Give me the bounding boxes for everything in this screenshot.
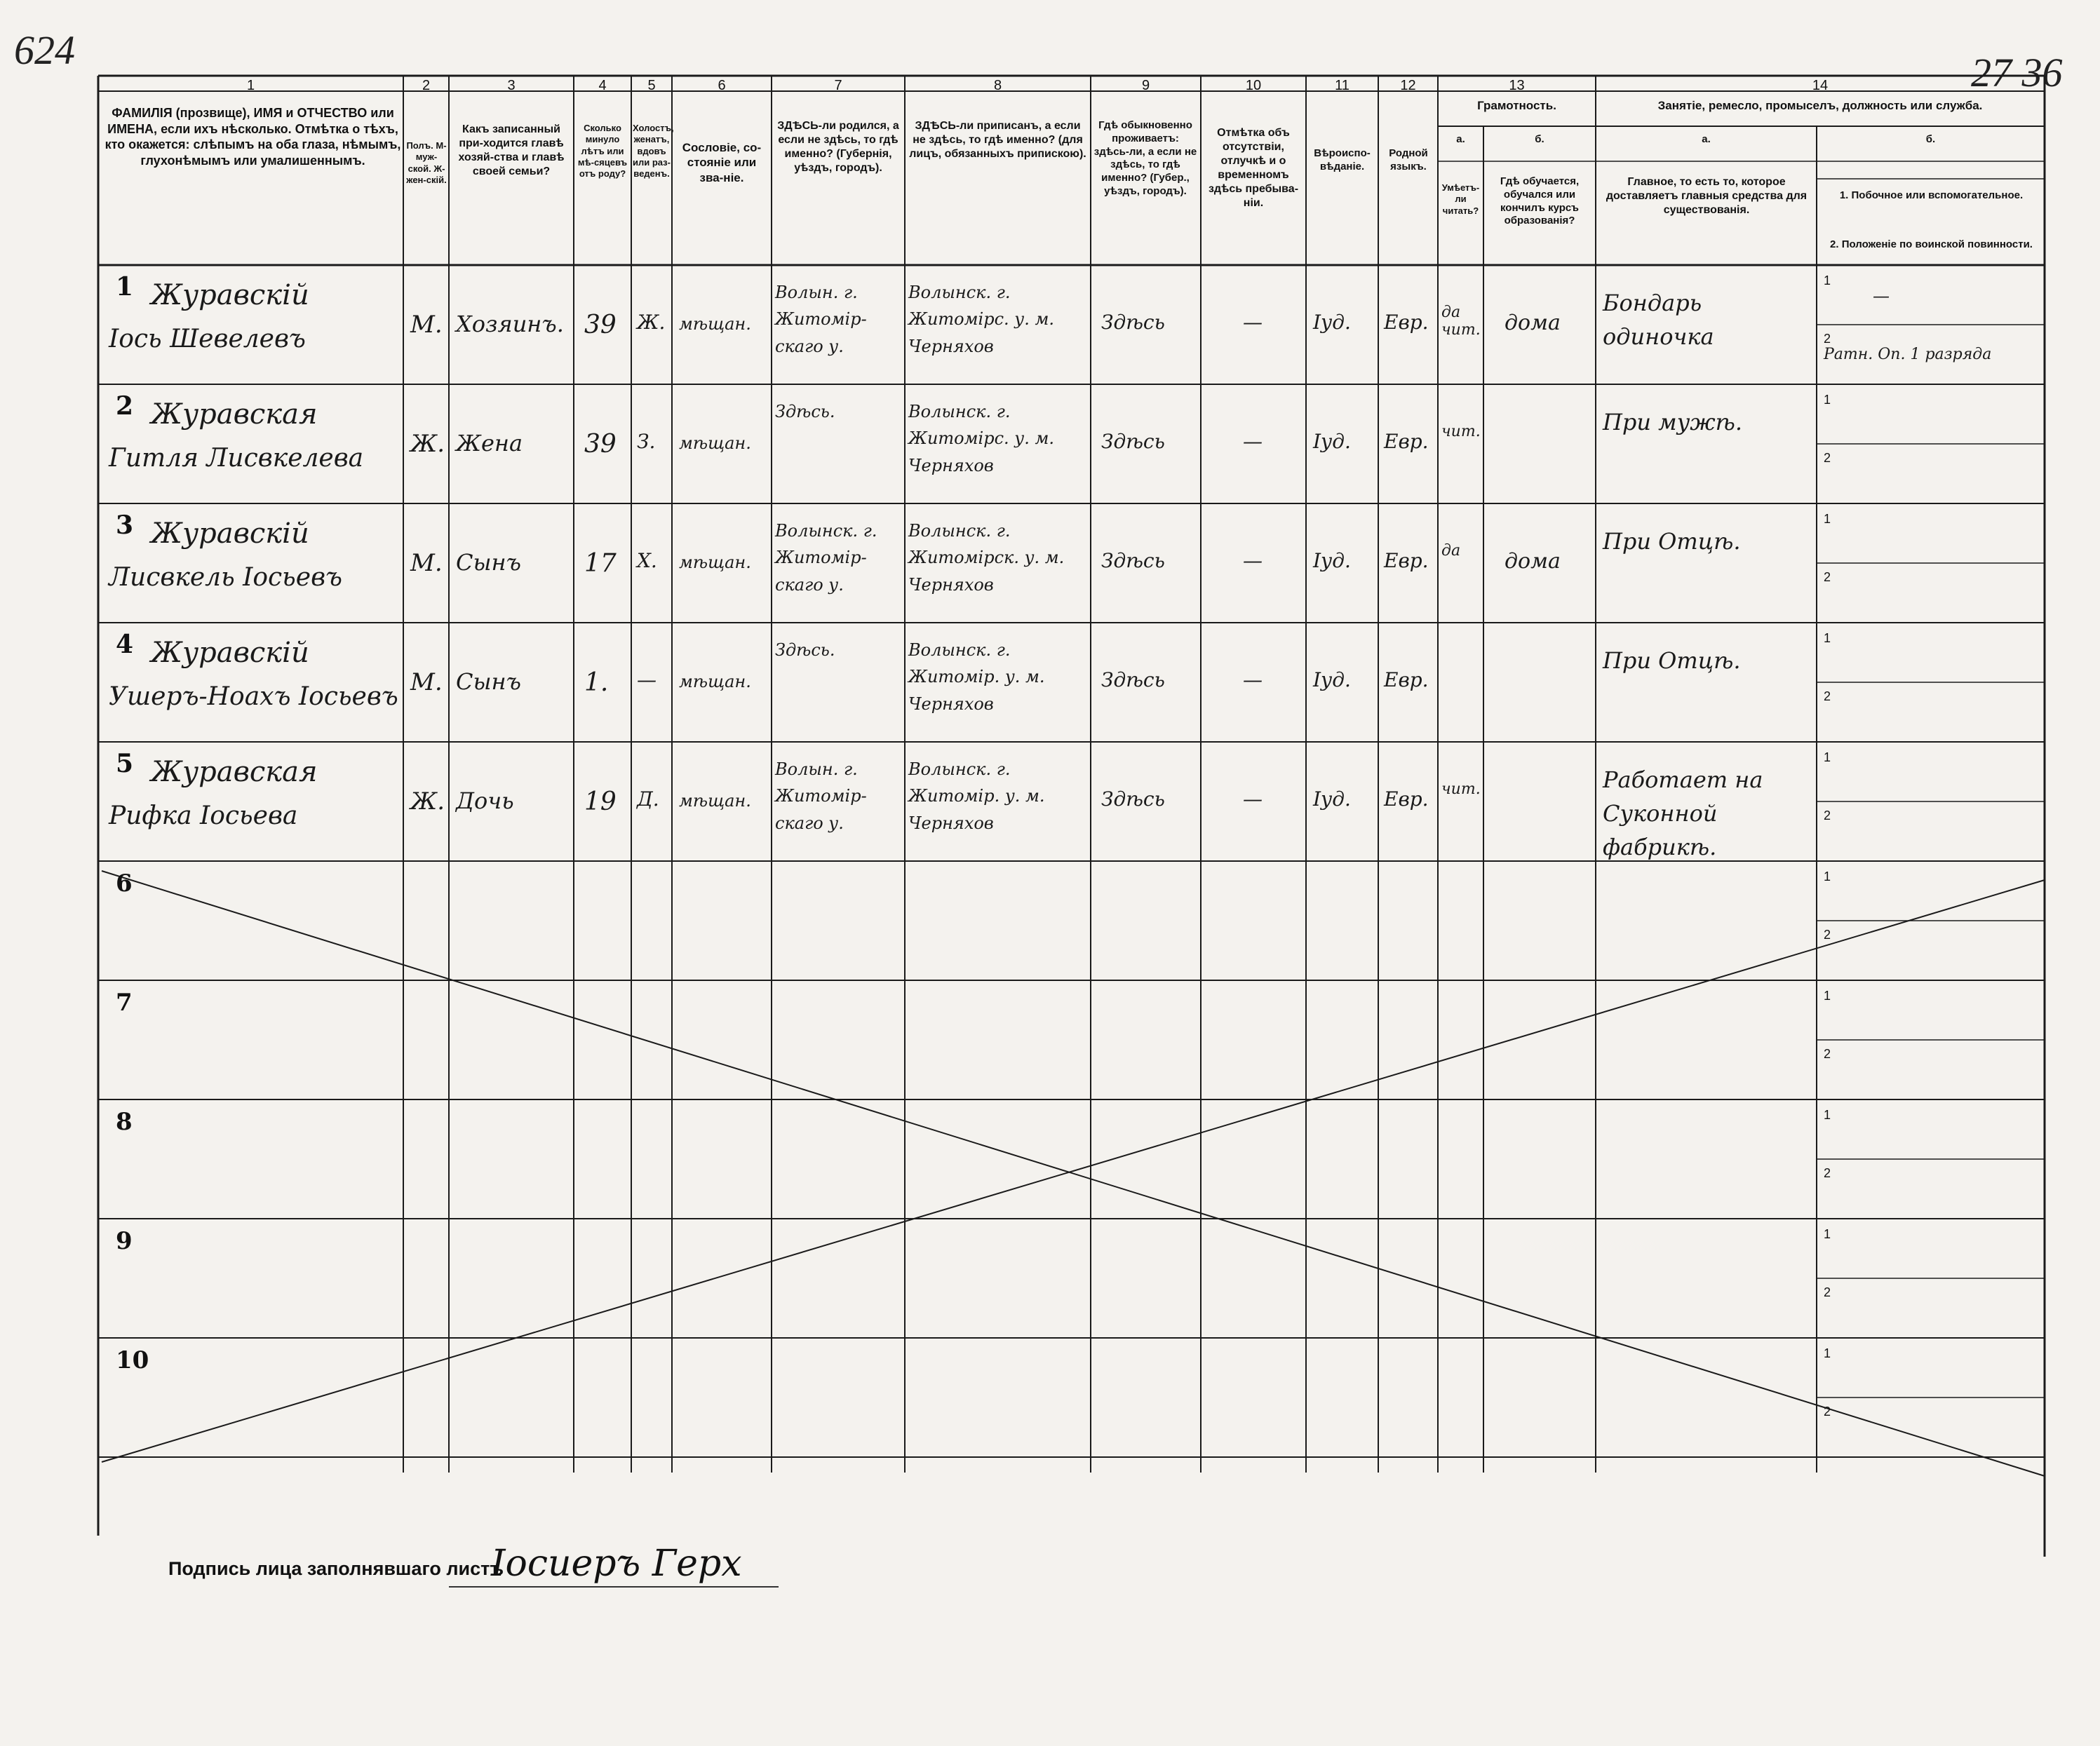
header-c14b_2: 2. Положеніе по воинской повинности. — [1830, 238, 2033, 250]
grid-line — [102, 871, 2045, 1476]
folio-number-left: 624 — [14, 27, 75, 73]
estate-value: мѣщан. — [679, 314, 751, 334]
header-c2: Полъ. М-муж-ской. Ж-жен-скій. — [406, 140, 447, 185]
header-c12: Родной языкъ. — [1389, 147, 1428, 172]
signature-line — [449, 1586, 779, 1588]
absence-value: — — [1243, 668, 1263, 691]
age-value: 39 — [584, 430, 617, 459]
residence-value: Здѣсь — [1101, 787, 1165, 811]
column-number: 5 — [647, 78, 656, 93]
subrow-label-1: 1 — [1824, 869, 1831, 884]
subrow-label-1: 1 — [1824, 512, 1831, 526]
military-status-value: Ратн. Оп. 1 разряда — [1824, 346, 1992, 363]
religion-value: Іуд. — [1313, 311, 1351, 334]
religion-value: Іуд. — [1313, 430, 1351, 453]
subrow-label-1: 1 — [1824, 393, 1831, 407]
sex-value: М. — [410, 549, 443, 577]
subrow-label-1: 1 — [1824, 750, 1831, 764]
person-surname: Журавскій — [151, 279, 309, 311]
row-number: 8 — [116, 1108, 133, 1136]
column-number: 3 — [507, 78, 516, 93]
occupation-value: При Отцѣ. — [1603, 647, 1741, 674]
subrow-label-1: 1 — [1824, 1346, 1831, 1360]
subrow-label-2: 2 — [1824, 1405, 1831, 1419]
grid-line — [102, 880, 2045, 1462]
person-given-names: Гитля Лисвкелева — [109, 444, 364, 473]
header-c6: Сословіе, со-стояніе или зва-ніе. — [682, 141, 762, 184]
registration-value: Волынск. г. Житомірс. у. м. Черняхов — [908, 402, 1054, 475]
birthplace-value: Здѣсь. — [775, 402, 835, 421]
person-given-names: Ушеръ-Ноахъ Іосьевъ — [109, 682, 398, 711]
header-c14a_text: Главное, то есть то, которое доставляетъ главныя средства для существованія. — [1606, 176, 1808, 216]
literacy-value: да — [1441, 542, 1461, 560]
occupation-value: При Отцѣ. — [1603, 528, 1741, 555]
registration-value: Волынск. г. Житомір. у. м. Черняхов — [908, 759, 1045, 833]
header-c11: Вѣроиспо-вѣданіе. — [1314, 147, 1371, 172]
person-given-names: Іось Шевелевъ — [109, 325, 306, 353]
header-c14b: б. — [1925, 133, 1936, 145]
column-number: 11 — [1335, 78, 1349, 93]
marital-value: Д. — [637, 787, 659, 811]
registration-value: Волынск. г. Житомір. у. м. Черняхов — [908, 640, 1045, 714]
birthplace-value: Волын. г. Житомір- скаго у. — [775, 283, 867, 356]
person-given-names: Лисвкель Іосьевъ — [109, 563, 343, 592]
subrow-label-1: 1 — [1824, 273, 1831, 287]
folio-number-right: 27 36 — [1971, 50, 2063, 95]
side-occupation-value: — — [1873, 286, 1890, 306]
language-value: Евр. — [1384, 311, 1429, 334]
row-number: 3 — [116, 510, 134, 540]
registration-value: Волынск. г. Житомірск. у. м. Черняхов — [908, 521, 1065, 595]
literacy-value: чит. — [1441, 780, 1481, 798]
column-number: 13 — [1509, 78, 1525, 93]
sex-value: М. — [410, 668, 443, 696]
subrow-label-2: 2 — [1824, 570, 1831, 584]
language-value: Евр. — [1384, 668, 1429, 691]
row-number: 5 — [116, 749, 134, 778]
relation-value: Сынъ — [456, 549, 521, 576]
header-c9: Гдѣ обыкновенно проживаетъ: здѣсь-ли, а если не здѣсь, то гдѣ именно? (Губер., уѣздъ, городъ). — [1093, 119, 1197, 197]
marital-value: Х. — [637, 549, 657, 572]
row-number: 6 — [116, 869, 133, 898]
subrow-label-1: 1 — [1824, 1108, 1831, 1122]
subrow-label-2: 2 — [1824, 808, 1831, 823]
language-value: Евр. — [1384, 549, 1429, 572]
estate-value: мѣщан. — [679, 553, 751, 572]
header-c7: ЗДѢСЬ-ли родился, а если не здѣсь, то гдѣ именно? (Губернія, уѣздъ, городъ). — [777, 120, 899, 174]
relation-value: Сынъ — [456, 668, 521, 695]
signature-label: Подпись лица заполнявшаго листъ — [168, 1558, 504, 1579]
age-value: 17 — [584, 549, 617, 578]
column-number: 10 — [1245, 78, 1262, 93]
subrow-label-2: 2 — [1824, 332, 1831, 346]
header-c14a: а. — [1702, 133, 1711, 145]
header-c13a: а. — [1456, 133, 1465, 145]
subrow-label-1: 1 — [1824, 631, 1831, 645]
row-number: 9 — [116, 1227, 133, 1255]
subrow-label-2: 2 — [1824, 1285, 1831, 1299]
absence-value: — — [1243, 430, 1263, 453]
column-number: 12 — [1400, 78, 1416, 93]
estate-value: мѣщан. — [679, 433, 751, 453]
age-value: 19 — [584, 787, 617, 816]
relation-value: Жена — [456, 430, 523, 456]
subrow-label-1: 1 — [1824, 1227, 1831, 1241]
age-value: 1. — [584, 668, 609, 697]
relation-value: Хозяинъ. — [456, 311, 564, 337]
marital-value: — — [637, 668, 657, 691]
column-number: 2 — [422, 78, 431, 93]
subrow-label-2: 2 — [1824, 928, 1831, 942]
birthplace-value: Волын. г. Житомір- скаго у. — [775, 759, 867, 833]
column-number: 14 — [1812, 78, 1829, 93]
row-number: 1 — [116, 272, 134, 302]
header-c10: Отмѣтка объ отсутствіи, отлучкѣ и о временномъ здѣсь пребыва-ніи. — [1208, 127, 1299, 209]
column-number: 1 — [246, 78, 255, 93]
signature-value: Іосиеръ Герх — [491, 1543, 742, 1585]
person-surname: Журавскій — [151, 637, 309, 669]
column-number: 7 — [834, 78, 842, 93]
absence-value: — — [1243, 787, 1263, 811]
relation-value: Дочь — [456, 787, 514, 814]
header-c13b: б. — [1535, 133, 1544, 145]
age-value: 39 — [584, 311, 617, 339]
header-c1: ФАМИЛІЯ (прозвище), ИМЯ и ОТЧЕСТВО или ИМЕНА, если ихъ нѣсколько. Отмѣтка о тѣхъ, кто окажется: слѣпымъ на оба глаза, нѣмымъ, глухонѣмымъ или умалишеннымъ. — [105, 106, 401, 168]
literacy-value: чит. — [1441, 423, 1481, 440]
header-c13a_text: Умѣетъ-ли читать? — [1441, 182, 1480, 216]
marital-value: Ж. — [637, 311, 666, 334]
header-c14: Занятіе, ремесло, промыселъ, должность или служба. — [1657, 99, 1983, 112]
birthplace-value: Волынск. г. Житомір- скаго у. — [775, 521, 877, 595]
header-c13: Грамотность. — [1477, 99, 1556, 112]
subrow-label-1: 1 — [1824, 989, 1831, 1003]
absence-value: — — [1243, 311, 1263, 334]
marital-value: З. — [637, 430, 656, 453]
column-number: 4 — [598, 78, 607, 93]
column-number: 9 — [1141, 78, 1150, 93]
person-given-names: Рифка Іосьева — [109, 801, 298, 830]
header-c13b_text: Гдѣ обучается, обучался или кончилъ курсъ образованія? — [1500, 175, 1580, 227]
education-value: дома — [1505, 311, 1561, 335]
language-value: Евр. — [1384, 430, 1429, 453]
header-c5: Холостъ, женатъ, вдовъ или раз-веденъ. — [633, 123, 674, 179]
absence-value: — — [1243, 549, 1263, 572]
education-value: дома — [1505, 549, 1561, 574]
header-c8: ЗДѢСЬ-ли приписанъ, а если не здѣсь, то гдѣ именно? (для лицъ, обязанныхъ припискою). — [909, 120, 1086, 160]
row-number: 7 — [116, 989, 133, 1017]
birthplace-value: Здѣсь. — [775, 640, 835, 660]
registration-value: Волынск. г. Житомірс. у. м. Черняхов — [908, 283, 1054, 356]
person-surname: Журавская — [151, 398, 318, 431]
sex-value: Ж. — [410, 430, 445, 458]
religion-value: Іуд. — [1313, 668, 1351, 691]
subrow-label-2: 2 — [1824, 1166, 1831, 1180]
subrow-label-2: 2 — [1824, 1047, 1831, 1061]
column-number: 6 — [718, 78, 726, 93]
occupation-value: Работает на Суконной фабрикѣ. — [1603, 766, 1763, 860]
residence-value: Здѣсь — [1101, 430, 1165, 453]
column-number: 8 — [993, 78, 1002, 93]
occupation-value: При мужѣ. — [1603, 409, 1743, 435]
row-number: 2 — [116, 391, 134, 421]
sex-value: Ж. — [410, 787, 445, 816]
person-surname: Журавская — [151, 756, 318, 788]
header-c3: Какъ записанный при-ходится главѣ хозяй-ства и главѣ своей семьи? — [458, 123, 565, 177]
subrow-label-2: 2 — [1824, 689, 1831, 703]
residence-value: Здѣсь — [1101, 549, 1165, 572]
row-number: 4 — [116, 630, 134, 659]
literacy-value: да чит. — [1441, 304, 1481, 339]
language-value: Евр. — [1384, 787, 1429, 811]
religion-value: Іуд. — [1313, 787, 1351, 811]
occupation-value: Бондарь одиночка — [1603, 290, 1714, 350]
subrow-label-2: 2 — [1824, 451, 1831, 465]
residence-value: Здѣсь — [1101, 311, 1165, 334]
header-c14b_1: 1. Побочное или вспомогательное. — [1839, 189, 2024, 201]
religion-value: Іуд. — [1313, 549, 1351, 572]
estate-value: мѣщан. — [679, 672, 751, 691]
header-c4: Сколько минуло лѣтъ или мѣ-сяцевъ отъ роду? — [577, 123, 628, 179]
row-number: 10 — [116, 1346, 149, 1374]
estate-value: мѣщан. — [679, 791, 751, 811]
sex-value: М. — [410, 311, 443, 339]
person-surname: Журавскій — [151, 517, 309, 550]
residence-value: Здѣсь — [1101, 668, 1165, 691]
